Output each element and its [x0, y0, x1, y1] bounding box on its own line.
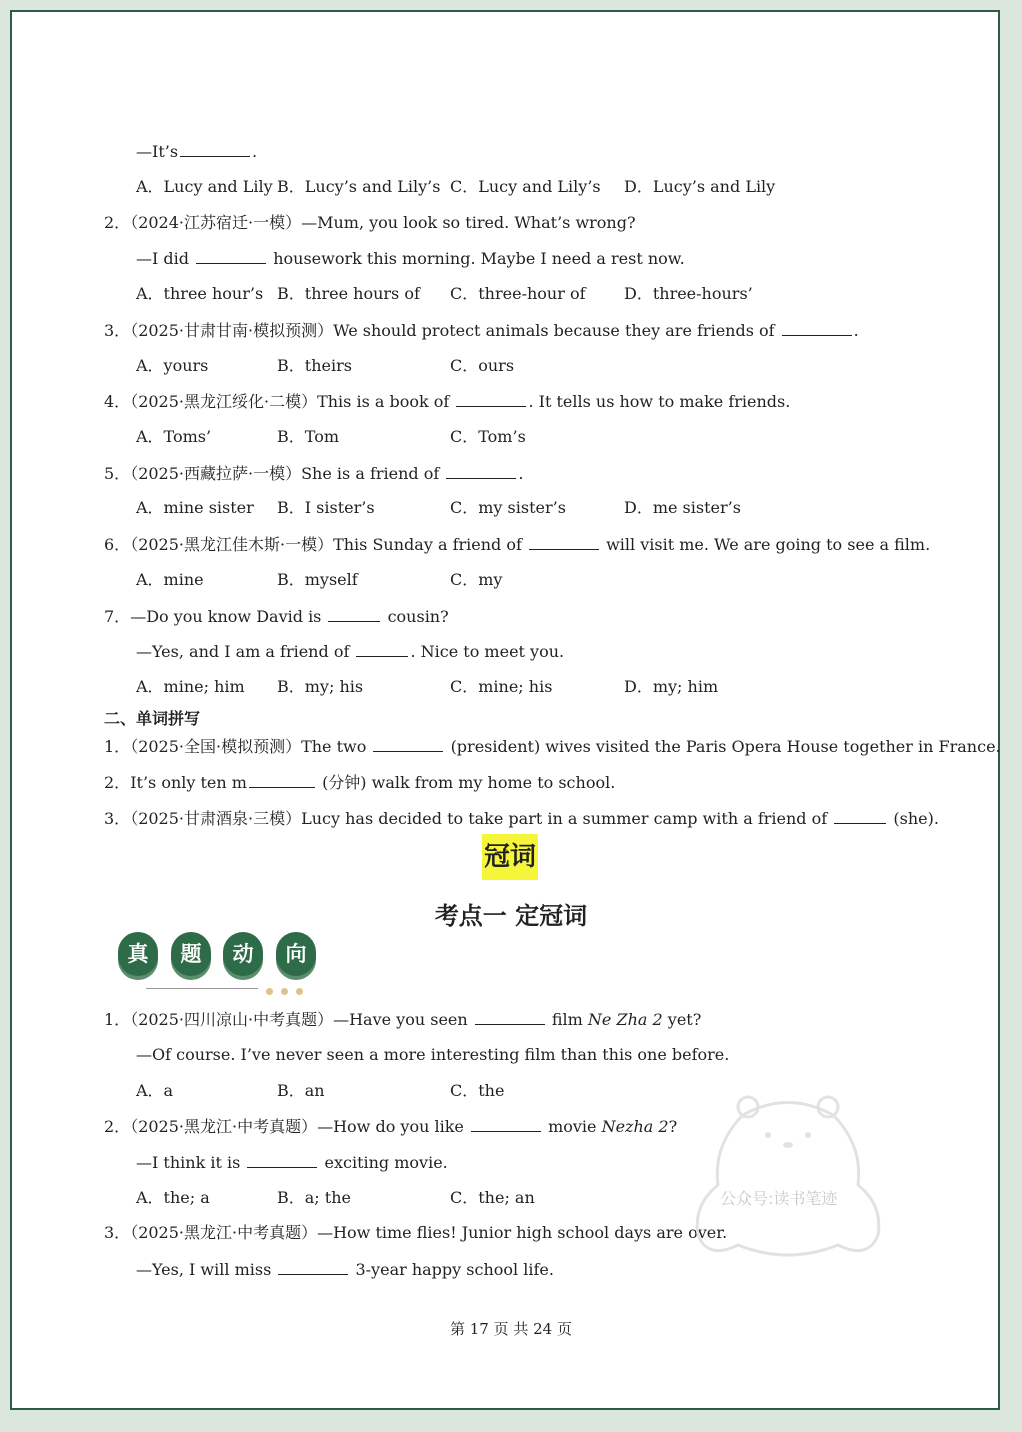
question-line: —I think it is exciting movie. [136, 1153, 448, 1172]
option: D．my; him [624, 677, 719, 696]
option: C．my [450, 570, 503, 589]
option: A．mine; him [136, 677, 245, 696]
question-line: —I did housework this morning. Maybe I need a rest now. [136, 249, 685, 268]
spelling-item: 1．（2025·全国·模拟预测）The two (president) wives visited the Paris Opera House together in France. [104, 737, 1001, 756]
option: B．myself [277, 570, 358, 589]
bear-watermark-icon [688, 1095, 888, 1265]
option: C．Lucy and Lily’s [450, 177, 601, 196]
option: C．Tom’s [450, 427, 526, 446]
option: A．yours [136, 356, 209, 375]
section-heading: 二、单词拼写 [104, 709, 201, 728]
question-7: 7．—Do you know David is cousin? [104, 607, 449, 626]
question-line: —Yes, and I am a friend of . Nice to meet you. [136, 642, 565, 661]
option: D．me sister’s [624, 498, 741, 517]
question-6: 6．（2025·黑龙江佳木斯·一模）This Sunday a friend of will visit me. We are going to see a film. [104, 535, 931, 554]
option: C．the; an [450, 1188, 535, 1207]
option: A．Toms’ [136, 427, 212, 446]
option: A．mine sister [136, 498, 254, 517]
option: D．Lucy’s and Lily [624, 177, 776, 196]
question-3: 3．（2025·甘肃甘南·模拟预测）We should protect animals because they are friends of . [104, 321, 859, 340]
spelling-item: 3．（2025·甘肃酒泉·三模）Lucy has decided to take part in a summer camp with a friend of (she). [104, 809, 939, 828]
option: C．mine; his [450, 677, 553, 696]
option: B．three hours of [277, 284, 420, 303]
option: B．my; his [277, 677, 364, 696]
option: B．Lucy’s and Lily’s [277, 177, 441, 196]
badge-ti: 题 [171, 932, 211, 976]
badge-dong: 动 [223, 932, 263, 976]
option: D．three-hours’ [624, 284, 753, 303]
question-line: —Yes, I will miss 3-year happy school life. [136, 1260, 554, 1279]
decor-dot [281, 988, 288, 995]
question-line: —Of course. I’ve never seen a more interesting film than this one before. [136, 1045, 730, 1064]
article-question-1: 1．（2025·四川凉山·中考真题）—Have you seen film Ne Zha 2 yet? [104, 1010, 702, 1029]
decor-dot [266, 988, 273, 995]
option: C．three-hour of [450, 284, 586, 303]
option: B．Tom [277, 427, 339, 446]
option: A．a [136, 1081, 174, 1100]
option: B．a; the [277, 1188, 351, 1207]
option: C．my sister’s [450, 498, 566, 517]
article-question-2: 2．（2025·黑龙江·中考真题）—How do you like movie Nezha 2? [104, 1117, 678, 1136]
question-5: 5．（2025·西藏拉萨·一模）She is a friend of . [104, 464, 524, 483]
option: C．ours [450, 356, 515, 375]
badge-underline [146, 988, 258, 989]
page-footer: 第 17 页 共 24 页 [449, 1320, 572, 1338]
question-2: 2．（2024·江苏宿迁·一模）—Mum, you look so tired. What’s wrong? [104, 213, 636, 232]
question-4: 4．（2025·黑龙江绥化·二模）This is a book of . It tells us how to make friends. [104, 392, 791, 411]
option: A．three hour’s [136, 284, 264, 303]
question-line: —It’s . [136, 142, 258, 161]
chapter-title: 冠词 [482, 834, 538, 880]
topic-title: 考点一 定冠词 [434, 902, 588, 930]
option: A．Lucy and Lily [136, 177, 273, 196]
badge-xiang: 向 [276, 932, 316, 976]
decor-dot [296, 988, 303, 995]
article-question-3: 3．（2025·黑龙江·中考真题）—How time flies! Junior high school days are over. [104, 1223, 728, 1242]
spelling-item: 2．It’s only ten m (分钟) walk from my home to school. [104, 773, 616, 792]
option: B．I sister’s [277, 498, 375, 517]
option: B．theirs [277, 356, 352, 375]
option: C．the [450, 1081, 505, 1100]
badge-zhen: 真 [118, 932, 158, 976]
option: A．the; a [136, 1188, 210, 1207]
option: A．mine [136, 570, 204, 589]
watermark-text: 公众号:读书笔迹 [720, 1189, 838, 1208]
option: B．an [277, 1081, 325, 1100]
